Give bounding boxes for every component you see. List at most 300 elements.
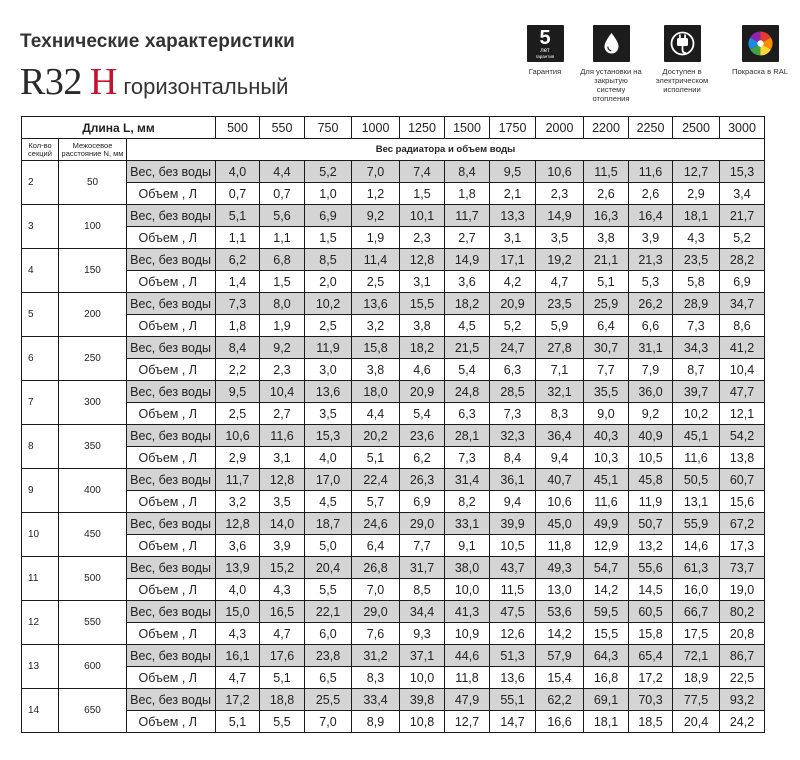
weight-value-cell: 15,5 bbox=[400, 293, 445, 315]
section-count-cell: 5 bbox=[22, 293, 59, 337]
weight-value-cell: 36,4 bbox=[536, 425, 584, 447]
weight-label: Вес, без воды bbox=[127, 513, 216, 535]
volume-value-cell: 16,6 bbox=[536, 711, 584, 733]
volume-value-cell: 5,4 bbox=[400, 403, 445, 425]
volume-value-cell: 1,5 bbox=[260, 271, 305, 293]
weight-value-cell: 18,0 bbox=[352, 381, 400, 403]
volume-value-cell: 9,4 bbox=[490, 491, 536, 513]
volume-value-cell: 4,3 bbox=[216, 623, 260, 645]
volume-value-cell: 16,8 bbox=[584, 667, 629, 689]
weight-value-cell: 12,8 bbox=[260, 469, 305, 491]
weight-label: Вес, без воды bbox=[127, 601, 216, 623]
weight-value-cell: 41,2 bbox=[720, 337, 765, 359]
volume-value-cell: 10,0 bbox=[400, 667, 445, 689]
volume-value-cell: 6,6 bbox=[629, 315, 673, 337]
section-count-cell: 7 bbox=[22, 381, 59, 425]
volume-value-cell: 13,0 bbox=[536, 579, 584, 601]
weight-value-cell: 61,3 bbox=[673, 557, 720, 579]
feature-ral-color bbox=[729, 25, 791, 76]
volume-value-cell: 3,1 bbox=[260, 447, 305, 469]
spec-table bbox=[21, 116, 765, 733]
weight-value-cell: 35,5 bbox=[584, 381, 629, 403]
volume-value-cell: 1,5 bbox=[400, 183, 445, 205]
volume-value-cell: 4,0 bbox=[216, 579, 260, 601]
weight-value-cell: 29,0 bbox=[400, 513, 445, 535]
weight-value-cell: 20,4 bbox=[305, 557, 352, 579]
table-row-volume bbox=[22, 315, 765, 337]
weight-value-cell: 26,3 bbox=[400, 469, 445, 491]
section-count-cell: 8 bbox=[22, 425, 59, 469]
weight-label: Вес, без воды bbox=[127, 425, 216, 447]
length-col-header: 750 bbox=[305, 117, 352, 139]
weight-value-cell: 9,5 bbox=[216, 381, 260, 403]
weight-value-cell: 15,8 bbox=[352, 337, 400, 359]
volume-value-cell: 3,2 bbox=[352, 315, 400, 337]
weight-value-cell: 51,3 bbox=[490, 645, 536, 667]
volume-value-cell: 8,2 bbox=[445, 491, 490, 513]
page-title: Технические характеристики bbox=[20, 31, 295, 52]
header bbox=[0, 0, 800, 116]
table-row-volume bbox=[22, 183, 765, 205]
weight-value-cell: 20,9 bbox=[490, 293, 536, 315]
weight-value-cell: 11,5 bbox=[584, 161, 629, 183]
weight-value-cell: 80,2 bbox=[720, 601, 765, 623]
volume-value-cell: 2,9 bbox=[673, 183, 720, 205]
volume-value-cell: 1,4 bbox=[216, 271, 260, 293]
volume-value-cell: 3,1 bbox=[490, 227, 536, 249]
table-row-weight bbox=[22, 381, 765, 403]
length-header-row bbox=[22, 117, 765, 139]
weight-value-cell: 18,7 bbox=[305, 513, 352, 535]
water-drop-icon bbox=[593, 25, 630, 62]
length-col-header: 2500 bbox=[673, 117, 720, 139]
weight-label: Вес, без воды bbox=[127, 161, 216, 183]
weight-value-cell: 11,4 bbox=[352, 249, 400, 271]
weight-value-cell: 12,7 bbox=[673, 161, 720, 183]
weight-value-cell: 55,9 bbox=[673, 513, 720, 535]
power-plug-icon bbox=[664, 25, 701, 62]
volume-value-cell: 7,9 bbox=[629, 359, 673, 381]
volume-value-cell: 5,5 bbox=[305, 579, 352, 601]
weight-value-cell: 21,5 bbox=[445, 337, 490, 359]
volume-value-cell: 7,7 bbox=[400, 535, 445, 557]
weight-value-cell: 21,7 bbox=[720, 205, 765, 227]
volume-value-cell: 5,1 bbox=[216, 711, 260, 733]
weight-value-cell: 10,1 bbox=[400, 205, 445, 227]
weight-value-cell: 32,1 bbox=[536, 381, 584, 403]
weight-value-cell: 22,4 bbox=[352, 469, 400, 491]
volume-value-cell: 11,5 bbox=[490, 579, 536, 601]
weight-value-cell: 26,2 bbox=[629, 293, 673, 315]
weight-value-cell: 16,4 bbox=[629, 205, 673, 227]
weight-value-cell: 7,0 bbox=[352, 161, 400, 183]
weight-label: Вес, без воды bbox=[127, 205, 216, 227]
model-subtitle: горизонтальный bbox=[123, 74, 289, 99]
weight-value-cell: 66,7 bbox=[673, 601, 720, 623]
weight-value-cell: 44,6 bbox=[445, 645, 490, 667]
volume-value-cell: 7,0 bbox=[352, 579, 400, 601]
volume-label: Объем , Л bbox=[127, 667, 216, 689]
volume-value-cell: 17,3 bbox=[720, 535, 765, 557]
volume-value-cell: 3,9 bbox=[629, 227, 673, 249]
volume-value-cell: 10,0 bbox=[445, 579, 490, 601]
volume-value-cell: 5,3 bbox=[629, 271, 673, 293]
volume-value-cell: 1,0 bbox=[305, 183, 352, 205]
weight-value-cell: 93,2 bbox=[720, 689, 765, 711]
volume-value-cell: 10,6 bbox=[536, 491, 584, 513]
feature-electric bbox=[651, 25, 713, 94]
volume-value-cell: 19,0 bbox=[720, 579, 765, 601]
weight-value-cell: 70,3 bbox=[629, 689, 673, 711]
volume-value-cell: 1,1 bbox=[260, 227, 305, 249]
weight-value-cell: 7,3 bbox=[216, 293, 260, 315]
table-row-weight bbox=[22, 161, 765, 183]
length-col-header: 500 bbox=[216, 117, 260, 139]
volume-value-cell: 7,0 bbox=[305, 711, 352, 733]
length-col-header: 1000 bbox=[352, 117, 400, 139]
column-header-row bbox=[22, 139, 765, 161]
table-row-volume bbox=[22, 579, 765, 601]
feature-caption: Гарантия bbox=[528, 67, 562, 76]
volume-value-cell: 5,1 bbox=[352, 447, 400, 469]
weight-value-cell: 11,6 bbox=[629, 161, 673, 183]
volume-value-cell: 4,3 bbox=[673, 227, 720, 249]
weight-label: Вес, без воды bbox=[127, 645, 216, 667]
distance-cell: 350 bbox=[59, 425, 127, 469]
warranty-years-unit: лет bbox=[540, 48, 550, 54]
table-row-weight bbox=[22, 293, 765, 315]
weight-value-cell: 18,8 bbox=[260, 689, 305, 711]
volume-value-cell: 9,0 bbox=[584, 403, 629, 425]
volume-value-cell: 8,7 bbox=[673, 359, 720, 381]
volume-value-cell: 6,5 bbox=[305, 667, 352, 689]
weight-volume-header: Вес радиатора и объем воды bbox=[127, 139, 765, 161]
weight-value-cell: 5,6 bbox=[260, 205, 305, 227]
warranty-5-years-icon bbox=[527, 25, 564, 62]
volume-value-cell: 7,6 bbox=[352, 623, 400, 645]
volume-value-cell: 3,4 bbox=[720, 183, 765, 205]
volume-label: Объем , Л bbox=[127, 623, 216, 645]
volume-value-cell: 10,4 bbox=[720, 359, 765, 381]
weight-value-cell: 50,7 bbox=[629, 513, 673, 535]
weight-value-cell: 25,5 bbox=[305, 689, 352, 711]
section-count-cell: 2 bbox=[22, 161, 59, 205]
weight-value-cell: 28,5 bbox=[490, 381, 536, 403]
volume-value-cell: 3,8 bbox=[584, 227, 629, 249]
volume-value-cell: 15,8 bbox=[629, 623, 673, 645]
weight-value-cell: 4,4 bbox=[260, 161, 305, 183]
volume-value-cell: 13,1 bbox=[673, 491, 720, 513]
weight-value-cell: 8,5 bbox=[305, 249, 352, 271]
volume-value-cell: 11,6 bbox=[673, 447, 720, 469]
volume-label: Объем , Л bbox=[127, 535, 216, 557]
weight-value-cell: 23,5 bbox=[536, 293, 584, 315]
section-count-cell: 14 bbox=[22, 689, 59, 733]
table-row-volume bbox=[22, 403, 765, 425]
weight-value-cell: 10,2 bbox=[305, 293, 352, 315]
distance-cell: 150 bbox=[59, 249, 127, 293]
volume-value-cell: 2,2 bbox=[216, 359, 260, 381]
weight-value-cell: 20,2 bbox=[352, 425, 400, 447]
volume-value-cell: 5,1 bbox=[260, 667, 305, 689]
weight-value-cell: 23,5 bbox=[673, 249, 720, 271]
volume-value-cell: 5,9 bbox=[536, 315, 584, 337]
weight-label: Вес, без воды bbox=[127, 557, 216, 579]
table-row-weight bbox=[22, 249, 765, 271]
volume-value-cell: 10,2 bbox=[673, 403, 720, 425]
length-header: Длина L, мм bbox=[22, 117, 216, 139]
volume-value-cell: 4,3 bbox=[260, 579, 305, 601]
volume-value-cell: 2,3 bbox=[536, 183, 584, 205]
weight-value-cell: 15,0 bbox=[216, 601, 260, 623]
weight-value-cell: 34,3 bbox=[673, 337, 720, 359]
weight-value-cell: 31,4 bbox=[445, 469, 490, 491]
volume-value-cell: 3,5 bbox=[536, 227, 584, 249]
volume-value-cell: 5,2 bbox=[720, 227, 765, 249]
volume-value-cell: 3,5 bbox=[260, 491, 305, 513]
weight-value-cell: 37,1 bbox=[400, 645, 445, 667]
volume-value-cell: 17,5 bbox=[673, 623, 720, 645]
volume-value-cell: 2,5 bbox=[216, 403, 260, 425]
spec-table-body bbox=[22, 161, 765, 733]
weight-value-cell: 17,2 bbox=[216, 689, 260, 711]
warranty-tile-label: гарантия bbox=[535, 54, 555, 59]
weight-value-cell: 18,2 bbox=[400, 337, 445, 359]
table-row-weight bbox=[22, 689, 765, 711]
volume-value-cell: 9,1 bbox=[445, 535, 490, 557]
section-count-cell: 9 bbox=[22, 469, 59, 513]
weight-value-cell: 53,6 bbox=[536, 601, 584, 623]
weight-value-cell: 8,4 bbox=[445, 161, 490, 183]
volume-value-cell: 10,8 bbox=[400, 711, 445, 733]
volume-value-cell: 14,6 bbox=[673, 535, 720, 557]
volume-value-cell: 4,5 bbox=[305, 491, 352, 513]
volume-value-cell: 10,5 bbox=[629, 447, 673, 469]
weight-value-cell: 24,6 bbox=[352, 513, 400, 535]
volume-value-cell: 3,2 bbox=[216, 491, 260, 513]
volume-value-cell: 6,4 bbox=[584, 315, 629, 337]
feature-caption: Покраска в RAL bbox=[732, 67, 788, 76]
volume-value-cell: 8,4 bbox=[490, 447, 536, 469]
feature-icons bbox=[514, 25, 794, 117]
weight-value-cell: 24,8 bbox=[445, 381, 490, 403]
weight-value-cell: 45,1 bbox=[584, 469, 629, 491]
weight-value-cell: 11,9 bbox=[305, 337, 352, 359]
table-row-volume bbox=[22, 711, 765, 733]
table-row-weight bbox=[22, 425, 765, 447]
volume-value-cell: 18,5 bbox=[629, 711, 673, 733]
weight-value-cell: 54,2 bbox=[720, 425, 765, 447]
distance-cell: 250 bbox=[59, 337, 127, 381]
table-row-volume bbox=[22, 491, 765, 513]
weight-value-cell: 23,8 bbox=[305, 645, 352, 667]
volume-value-cell: 6,2 bbox=[400, 447, 445, 469]
weight-value-cell: 39,8 bbox=[400, 689, 445, 711]
weight-value-cell: 4,0 bbox=[216, 161, 260, 183]
volume-value-cell: 15,4 bbox=[536, 667, 584, 689]
volume-value-cell: 6,0 bbox=[305, 623, 352, 645]
volume-value-cell: 3,8 bbox=[400, 315, 445, 337]
volume-value-cell: 3,6 bbox=[445, 271, 490, 293]
weight-value-cell: 43,7 bbox=[490, 557, 536, 579]
volume-value-cell: 14,2 bbox=[584, 579, 629, 601]
weight-value-cell: 25,9 bbox=[584, 293, 629, 315]
volume-value-cell: 6,9 bbox=[720, 271, 765, 293]
volume-value-cell: 5,0 bbox=[305, 535, 352, 557]
volume-value-cell: 4,7 bbox=[536, 271, 584, 293]
volume-value-cell: 2,7 bbox=[445, 227, 490, 249]
weight-value-cell: 10,4 bbox=[260, 381, 305, 403]
length-col-header: 2000 bbox=[536, 117, 584, 139]
volume-value-cell: 4,6 bbox=[400, 359, 445, 381]
weight-value-cell: 17,1 bbox=[490, 249, 536, 271]
distance-cell: 450 bbox=[59, 513, 127, 557]
weight-value-cell: 14,9 bbox=[536, 205, 584, 227]
weight-value-cell: 27,8 bbox=[536, 337, 584, 359]
table-row-volume bbox=[22, 227, 765, 249]
volume-value-cell: 8,9 bbox=[352, 711, 400, 733]
volume-value-cell: 4,0 bbox=[305, 447, 352, 469]
volume-value-cell: 12,6 bbox=[490, 623, 536, 645]
volume-value-cell: 2,3 bbox=[260, 359, 305, 381]
volume-value-cell: 0,7 bbox=[260, 183, 305, 205]
weight-value-cell: 18,2 bbox=[445, 293, 490, 315]
volume-value-cell: 18,1 bbox=[584, 711, 629, 733]
table-row-weight bbox=[22, 469, 765, 491]
weight-value-cell: 22,1 bbox=[305, 601, 352, 623]
weight-value-cell: 59,5 bbox=[584, 601, 629, 623]
volume-value-cell: 3,8 bbox=[352, 359, 400, 381]
volume-value-cell: 7,1 bbox=[536, 359, 584, 381]
weight-value-cell: 18,1 bbox=[673, 205, 720, 227]
weight-value-cell: 45,0 bbox=[536, 513, 584, 535]
model-code: R32 bbox=[20, 61, 82, 103]
length-col-header: 550 bbox=[260, 117, 305, 139]
weight-value-cell: 45,8 bbox=[629, 469, 673, 491]
weight-value-cell: 9,5 bbox=[490, 161, 536, 183]
volume-value-cell: 24,2 bbox=[720, 711, 765, 733]
weight-value-cell: 10,6 bbox=[536, 161, 584, 183]
length-col-header: 3000 bbox=[720, 117, 765, 139]
volume-value-cell: 10,3 bbox=[584, 447, 629, 469]
weight-value-cell: 11,7 bbox=[216, 469, 260, 491]
volume-value-cell: 2,1 bbox=[490, 183, 536, 205]
volume-value-cell: 13,6 bbox=[490, 667, 536, 689]
volume-value-cell: 9,3 bbox=[400, 623, 445, 645]
weight-value-cell: 19,2 bbox=[536, 249, 584, 271]
volume-value-cell: 1,1 bbox=[216, 227, 260, 249]
volume-value-cell: 5,8 bbox=[673, 271, 720, 293]
weight-value-cell: 13,3 bbox=[490, 205, 536, 227]
weight-label: Вес, без воды bbox=[127, 469, 216, 491]
section-count-cell: 13 bbox=[22, 645, 59, 689]
weight-value-cell: 73,7 bbox=[720, 557, 765, 579]
weight-value-cell: 8,0 bbox=[260, 293, 305, 315]
volume-value-cell: 11,8 bbox=[445, 667, 490, 689]
volume-value-cell: 2,5 bbox=[305, 315, 352, 337]
volume-value-cell: 4,4 bbox=[352, 403, 400, 425]
volume-value-cell: 8,3 bbox=[536, 403, 584, 425]
weight-value-cell: 12,8 bbox=[400, 249, 445, 271]
weight-value-cell: 10,6 bbox=[216, 425, 260, 447]
volume-value-cell: 13,2 bbox=[629, 535, 673, 557]
volume-value-cell: 8,5 bbox=[400, 579, 445, 601]
weight-value-cell: 26,8 bbox=[352, 557, 400, 579]
volume-value-cell: 7,3 bbox=[445, 447, 490, 469]
weight-value-cell: 36,0 bbox=[629, 381, 673, 403]
length-col-header: 2250 bbox=[629, 117, 673, 139]
weight-value-cell: 20,9 bbox=[400, 381, 445, 403]
length-col-header: 1500 bbox=[445, 117, 490, 139]
weight-label: Вес, без воды bbox=[127, 337, 216, 359]
volume-value-cell: 1,8 bbox=[216, 315, 260, 337]
weight-value-cell: 55,6 bbox=[629, 557, 673, 579]
distance-cell: 500 bbox=[59, 557, 127, 601]
weight-value-cell: 77,5 bbox=[673, 689, 720, 711]
length-col-header: 2200 bbox=[584, 117, 629, 139]
section-count-cell: 4 bbox=[22, 249, 59, 293]
distance-cell: 300 bbox=[59, 381, 127, 425]
weight-value-cell: 49,9 bbox=[584, 513, 629, 535]
weight-value-cell: 15,3 bbox=[305, 425, 352, 447]
weight-value-cell: 39,9 bbox=[490, 513, 536, 535]
volume-value-cell: 13,8 bbox=[720, 447, 765, 469]
volume-label: Объем , Л bbox=[127, 403, 216, 425]
table-row-volume bbox=[22, 447, 765, 469]
weight-label: Вес, без воды bbox=[127, 293, 216, 315]
table-row-volume bbox=[22, 271, 765, 293]
section-count-cell: 11 bbox=[22, 557, 59, 601]
volume-value-cell: 2,6 bbox=[584, 183, 629, 205]
weight-value-cell: 13,6 bbox=[305, 381, 352, 403]
volume-value-cell: 16,0 bbox=[673, 579, 720, 601]
weight-value-cell: 60,5 bbox=[629, 601, 673, 623]
volume-value-cell: 8,6 bbox=[720, 315, 765, 337]
volume-value-cell: 18,9 bbox=[673, 667, 720, 689]
volume-value-cell: 1,5 bbox=[305, 227, 352, 249]
volume-value-cell: 2,0 bbox=[305, 271, 352, 293]
section-count-cell: 3 bbox=[22, 205, 59, 249]
weight-value-cell: 13,9 bbox=[216, 557, 260, 579]
volume-value-cell: 3,1 bbox=[400, 271, 445, 293]
weight-value-cell: 31,1 bbox=[629, 337, 673, 359]
volume-value-cell: 3,6 bbox=[216, 535, 260, 557]
weight-value-cell: 11,6 bbox=[260, 425, 305, 447]
weight-value-cell: 33,4 bbox=[352, 689, 400, 711]
volume-value-cell: 5,5 bbox=[260, 711, 305, 733]
length-col-header: 1250 bbox=[400, 117, 445, 139]
weight-value-cell: 65,4 bbox=[629, 645, 673, 667]
weight-value-cell: 11,7 bbox=[445, 205, 490, 227]
volume-value-cell: 10,5 bbox=[490, 535, 536, 557]
table-row-volume bbox=[22, 535, 765, 557]
volume-value-cell: 4,7 bbox=[216, 667, 260, 689]
table-row-volume bbox=[22, 623, 765, 645]
volume-value-cell: 5,7 bbox=[352, 491, 400, 513]
section-count-cell: 12 bbox=[22, 601, 59, 645]
model-heading bbox=[20, 60, 289, 103]
volume-value-cell: 1,9 bbox=[352, 227, 400, 249]
volume-label: Объем , Л bbox=[127, 271, 216, 293]
volume-value-cell: 6,3 bbox=[445, 403, 490, 425]
weight-value-cell: 55,1 bbox=[490, 689, 536, 711]
volume-value-cell: 1,9 bbox=[260, 315, 305, 337]
volume-value-cell: 4,7 bbox=[260, 623, 305, 645]
volume-value-cell: 0,7 bbox=[216, 183, 260, 205]
volume-value-cell: 5,1 bbox=[584, 271, 629, 293]
volume-value-cell: 17,2 bbox=[629, 667, 673, 689]
volume-value-cell: 15,6 bbox=[720, 491, 765, 513]
